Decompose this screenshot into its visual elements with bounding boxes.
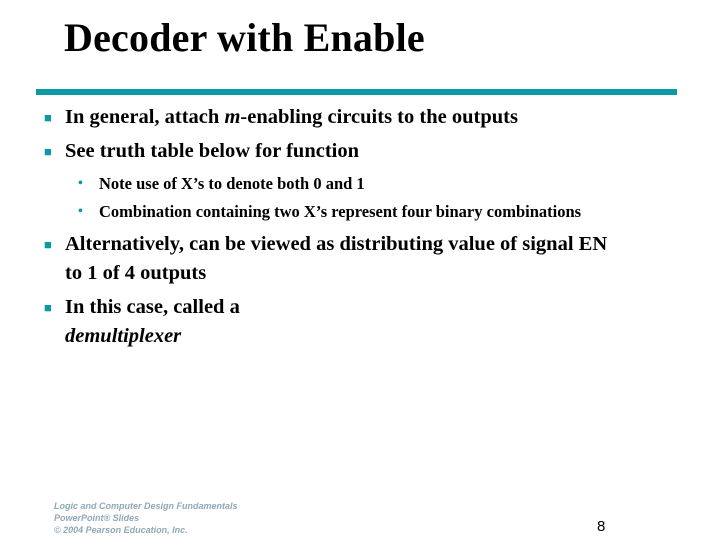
square-bullet-icon: ■ <box>44 144 52 159</box>
bullet-text: See truth table below for function <box>65 140 360 162</box>
title-underline <box>36 89 677 95</box>
bullet-text-line2: to 1 of 4 outputs <box>65 262 207 284</box>
bullet-text-line1: Alternatively, can be viewed as distributing value of signal EN <box>65 233 608 255</box>
dot-bullet-icon: • <box>78 204 83 219</box>
square-bullet-icon: ■ <box>44 110 52 125</box>
slide-title: Decoder with Enable <box>64 15 425 60</box>
footer-line-1: Logic and Computer Design Fundamentals <box>54 501 238 511</box>
bullet-text-line2: demultiplexer <box>65 325 182 347</box>
page-number: 8 <box>597 518 606 535</box>
bullet-text-line1: In this case, called a <box>65 296 240 318</box>
footer-line-2: PowerPoint® Slides <box>54 513 140 523</box>
square-bullet-icon: ■ <box>44 300 52 315</box>
dot-bullet-icon: • <box>78 176 83 191</box>
sub-bullet-text: Combination containing two X’s represent four binary combinations <box>99 202 582 221</box>
bullet-text: In general, attach m-enabling circuits to the outputs <box>65 106 518 128</box>
footer-credit <box>54 500 238 536</box>
sub-bullet-text: Note use of X’s to denote both 0 and 1 <box>99 174 365 193</box>
square-bullet-icon: ■ <box>44 237 52 252</box>
footer-line-3: © 2004 Pearson Education, Inc. <box>54 525 188 535</box>
